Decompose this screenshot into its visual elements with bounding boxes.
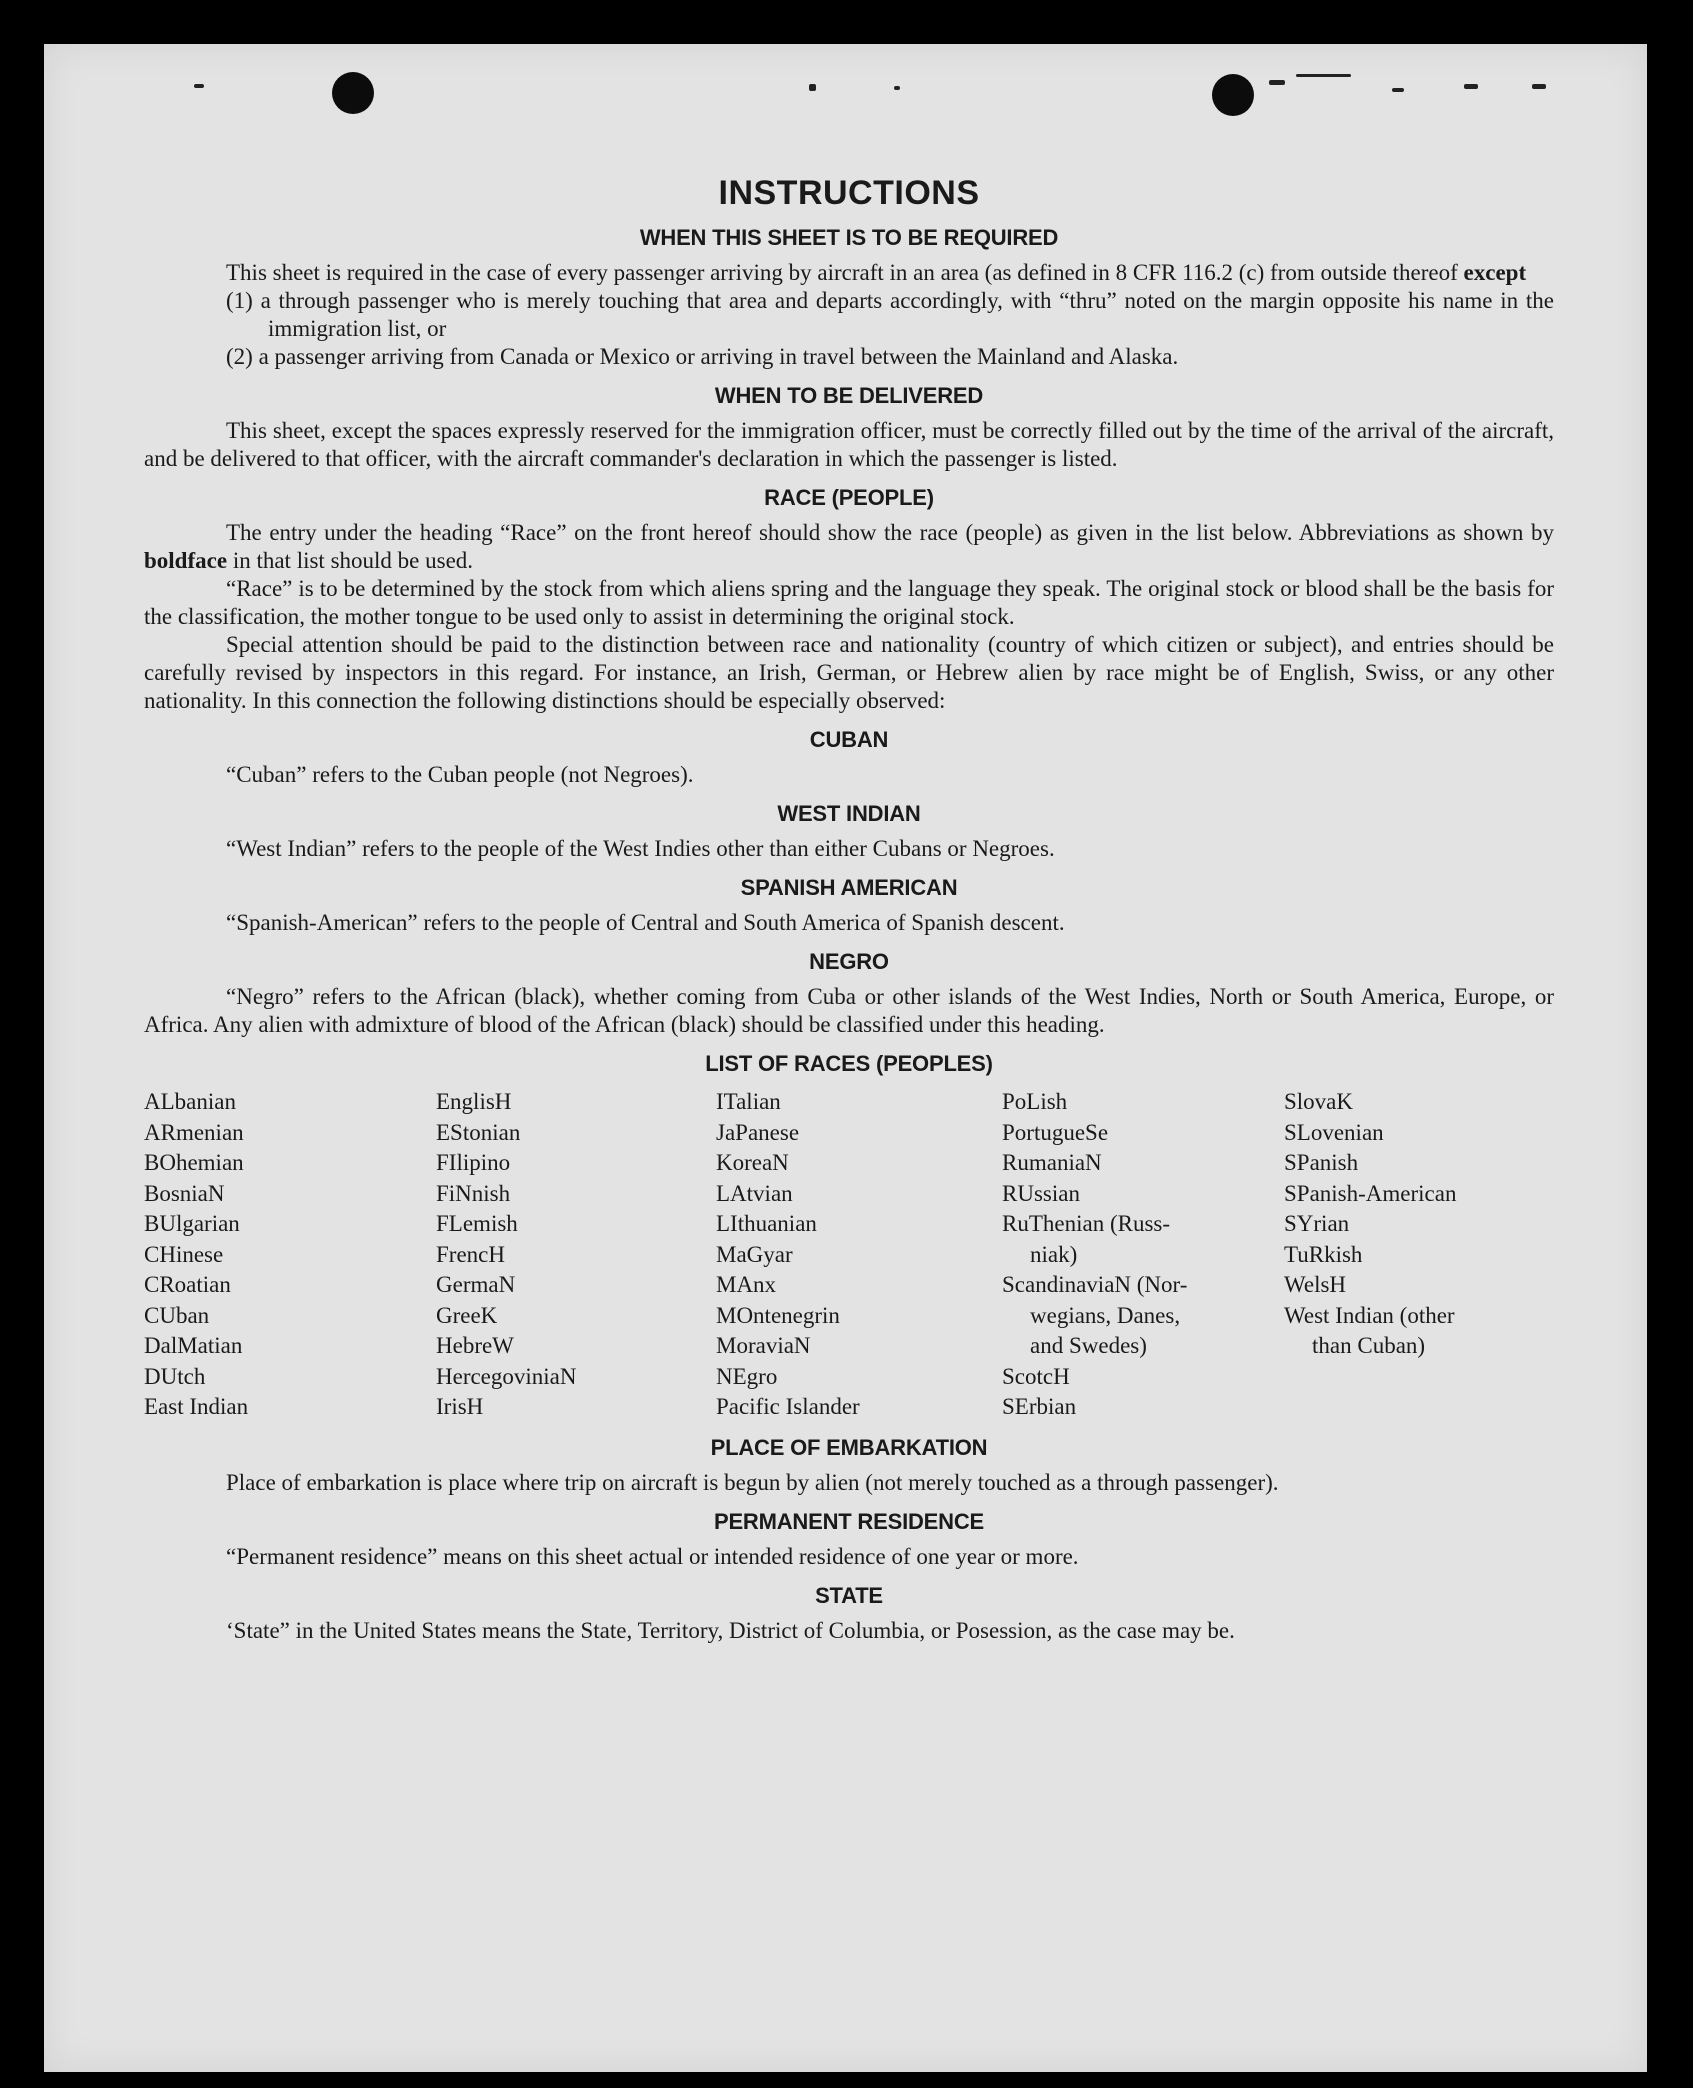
heading-spanish-american: SPANISH AMERICAN xyxy=(740,875,958,900)
page-title: INSTRUCTIONS xyxy=(718,174,980,212)
race-item: BUlgarian xyxy=(144,1211,240,1236)
race-item: DUtch xyxy=(144,1363,206,1389)
race-item: than Cuban) xyxy=(1312,1333,1426,1358)
race-item: Pacific Islander xyxy=(716,1394,860,1419)
race-item: West Indian (other xyxy=(1284,1302,1455,1328)
punch-hole-left xyxy=(332,72,374,114)
speck xyxy=(809,84,816,91)
race-item: SYrian xyxy=(1284,1211,1350,1236)
race-item: PortugueSe xyxy=(1002,1119,1109,1145)
race-item: FrencH xyxy=(436,1241,505,1267)
race-paragraph-1: The entry under the heading “Race” on the front hereof should show the race (people) as given in the list below. Abbreviations as shown by boldface in that list should be used. xyxy=(144,520,1554,573)
race-item: NEgro xyxy=(716,1363,778,1389)
state-text: ‘State” in the United States means the State, Territory, District of Columbia, or Posession, as the case may be. xyxy=(226,1617,1235,1643)
race-item: FIlipino xyxy=(436,1150,511,1175)
race-item: TuRkish xyxy=(1284,1241,1363,1267)
race-column-2 xyxy=(436,1087,716,1423)
race-item: FiNnish xyxy=(436,1180,511,1206)
race-item: EStonian xyxy=(436,1119,521,1145)
heading-embarkation: PLACE OF EMBARKATION xyxy=(710,1434,988,1460)
race-item: East Indian xyxy=(144,1394,249,1419)
race-item: KoreaN xyxy=(716,1150,789,1175)
race-item: HercegoviniaN xyxy=(436,1363,577,1389)
heading-when-required: WHEN THIS SHEET IS TO BE REQUIRED xyxy=(639,225,1059,250)
speck xyxy=(1532,84,1546,89)
race-column-4 xyxy=(1002,1087,1284,1423)
speck xyxy=(1296,74,1351,77)
required-item-1: (1) a through passenger who is merely touching that area and departs accordingly, with “thru” noted on the margin opposite his name in the immigration list, or xyxy=(226,288,1554,341)
race-item: BOhemian xyxy=(144,1150,244,1175)
race-column-5 xyxy=(1284,1087,1554,1423)
speck xyxy=(1464,84,1478,89)
race-item: SLovenian xyxy=(1284,1119,1384,1145)
race-paragraph-2: “Race” is to be determined by the stock from which aliens spring and the language they speak. The original stock or blood shall be the basis for the classification, the mother tongue to be used only to assist in determining the original stock. xyxy=(144,576,1554,629)
required-intro: This sheet is required in the case of every passenger arriving by aircraft in an area (as defined in 8 CFR 116.2 (c) from outside thereof except xyxy=(226,260,1527,285)
heading-cuban: CUBAN xyxy=(809,727,889,752)
race-item: ITalian xyxy=(716,1089,781,1114)
race-item: EnglisH xyxy=(436,1089,512,1114)
race-item: PoLish xyxy=(1002,1089,1068,1114)
race-item: RumaniaN xyxy=(1002,1150,1102,1175)
race-item: ALbanian xyxy=(144,1089,236,1114)
race-item: LIthuanian xyxy=(716,1211,817,1236)
speck xyxy=(1392,88,1404,92)
heading-permanent-residence: PERMANENT RESIDENCE xyxy=(713,1508,984,1534)
race-item: SPanish-American xyxy=(1284,1180,1457,1206)
race-item: HebreW xyxy=(436,1333,514,1358)
race-list xyxy=(144,1087,1554,1423)
race-item: WelsH xyxy=(1284,1272,1347,1297)
cuban-text: “Cuban” refers to the Cuban people (not Negroes). xyxy=(226,762,694,787)
race-item: LAtvian xyxy=(716,1180,793,1206)
heading-list-of-races: LIST OF RACES (PEOPLES) xyxy=(705,1051,993,1076)
race-item: MOntenegrin xyxy=(716,1302,840,1328)
heading-negro: NEGRO xyxy=(809,949,889,974)
race-item: CRoatian xyxy=(144,1272,231,1297)
race-item: MaGyar xyxy=(716,1241,793,1267)
race-item: MAnx xyxy=(716,1272,777,1297)
race-item: CHinese xyxy=(144,1241,224,1267)
race-item: IrisH xyxy=(436,1394,484,1419)
speck xyxy=(194,84,204,88)
heading-when-delivered: WHEN TO BE DELIVERED xyxy=(714,383,984,408)
race-paragraph-3: Special attention should be paid to the distinction between race and nationality (country of which citizen or subject), and entries should be carefully revised by inspectors in this regard. For instance, an Irish, German, or Hebrew alien by race might be of English, Swiss, or any other nationality. In this connection the following distinctions should be especially observed: xyxy=(144,632,1554,713)
race-item: ScotcH xyxy=(1002,1363,1070,1389)
west-indian-text: “West Indian” refers to the people of the West Indies other than either Cubans or Negroes. xyxy=(226,836,1055,861)
speck xyxy=(894,86,900,90)
race-item: SErbian xyxy=(1002,1394,1077,1419)
embarkation-text: Place of embarkation is place where trip on aircraft is begun by alien (not merely touched as a through passenger). xyxy=(226,1469,1279,1495)
race-item: RuThenian (Russ- xyxy=(1002,1211,1171,1236)
race-item: CUban xyxy=(144,1302,210,1328)
speck xyxy=(1269,80,1285,85)
race-column-3 xyxy=(716,1087,1002,1423)
delivered-text: This sheet, except the spaces expressly reserved for the immigration officer, must be correctly filled out by the time of the arrival of the aircraft, and be delivered to that officer, with the aircraft commander's declaration in which the passenger is listed. xyxy=(144,418,1554,471)
race-item: GermaN xyxy=(436,1272,516,1297)
heading-race: RACE (PEOPLE) xyxy=(764,485,934,510)
race-item: FLemish xyxy=(436,1211,518,1236)
heading-state: STATE xyxy=(815,1582,883,1608)
race-item: wegians, Danes, xyxy=(1030,1302,1181,1328)
heading-west-indian: WEST INDIAN xyxy=(777,801,921,826)
race-item: JaPanese xyxy=(716,1119,800,1145)
race-item: SlovaK xyxy=(1284,1089,1353,1114)
punch-hole-right xyxy=(1212,74,1254,116)
race-item: MoraviaN xyxy=(716,1333,811,1358)
race-item: RUssian xyxy=(1002,1180,1080,1206)
document-body xyxy=(144,174,1554,1645)
race-column-1 xyxy=(144,1087,436,1423)
race-item: ScandinaviaN (Nor- xyxy=(1002,1272,1188,1297)
negro-text: “Negro” refers to the African (black), whether coming from Cuba or other islands of the West Indies, North or South America, Europe, or Africa. Any alien with admixture of blood of the African (black) should be classified under this heading. xyxy=(144,984,1554,1037)
race-item: ARmenian xyxy=(144,1119,244,1145)
document-page xyxy=(44,44,1647,2072)
race-item: niak) xyxy=(1030,1241,1078,1267)
race-item: GreeK xyxy=(436,1302,498,1328)
spanish-american-text: “Spanish-American” refers to the people of Central and South America of Spanish descent. xyxy=(226,910,1065,935)
race-item: SPanish xyxy=(1284,1150,1359,1175)
residence-text: “Permanent residence” means on this sheet actual or intended residence of one year or more. xyxy=(226,1543,1079,1569)
race-item: and Swedes) xyxy=(1030,1333,1147,1358)
race-item: BosniaN xyxy=(144,1180,225,1206)
required-item-2: (2) a passenger arriving from Canada or Mexico or arriving in travel between the Mainland and Alaska. xyxy=(226,344,1179,369)
race-item: DalMatian xyxy=(144,1333,243,1358)
